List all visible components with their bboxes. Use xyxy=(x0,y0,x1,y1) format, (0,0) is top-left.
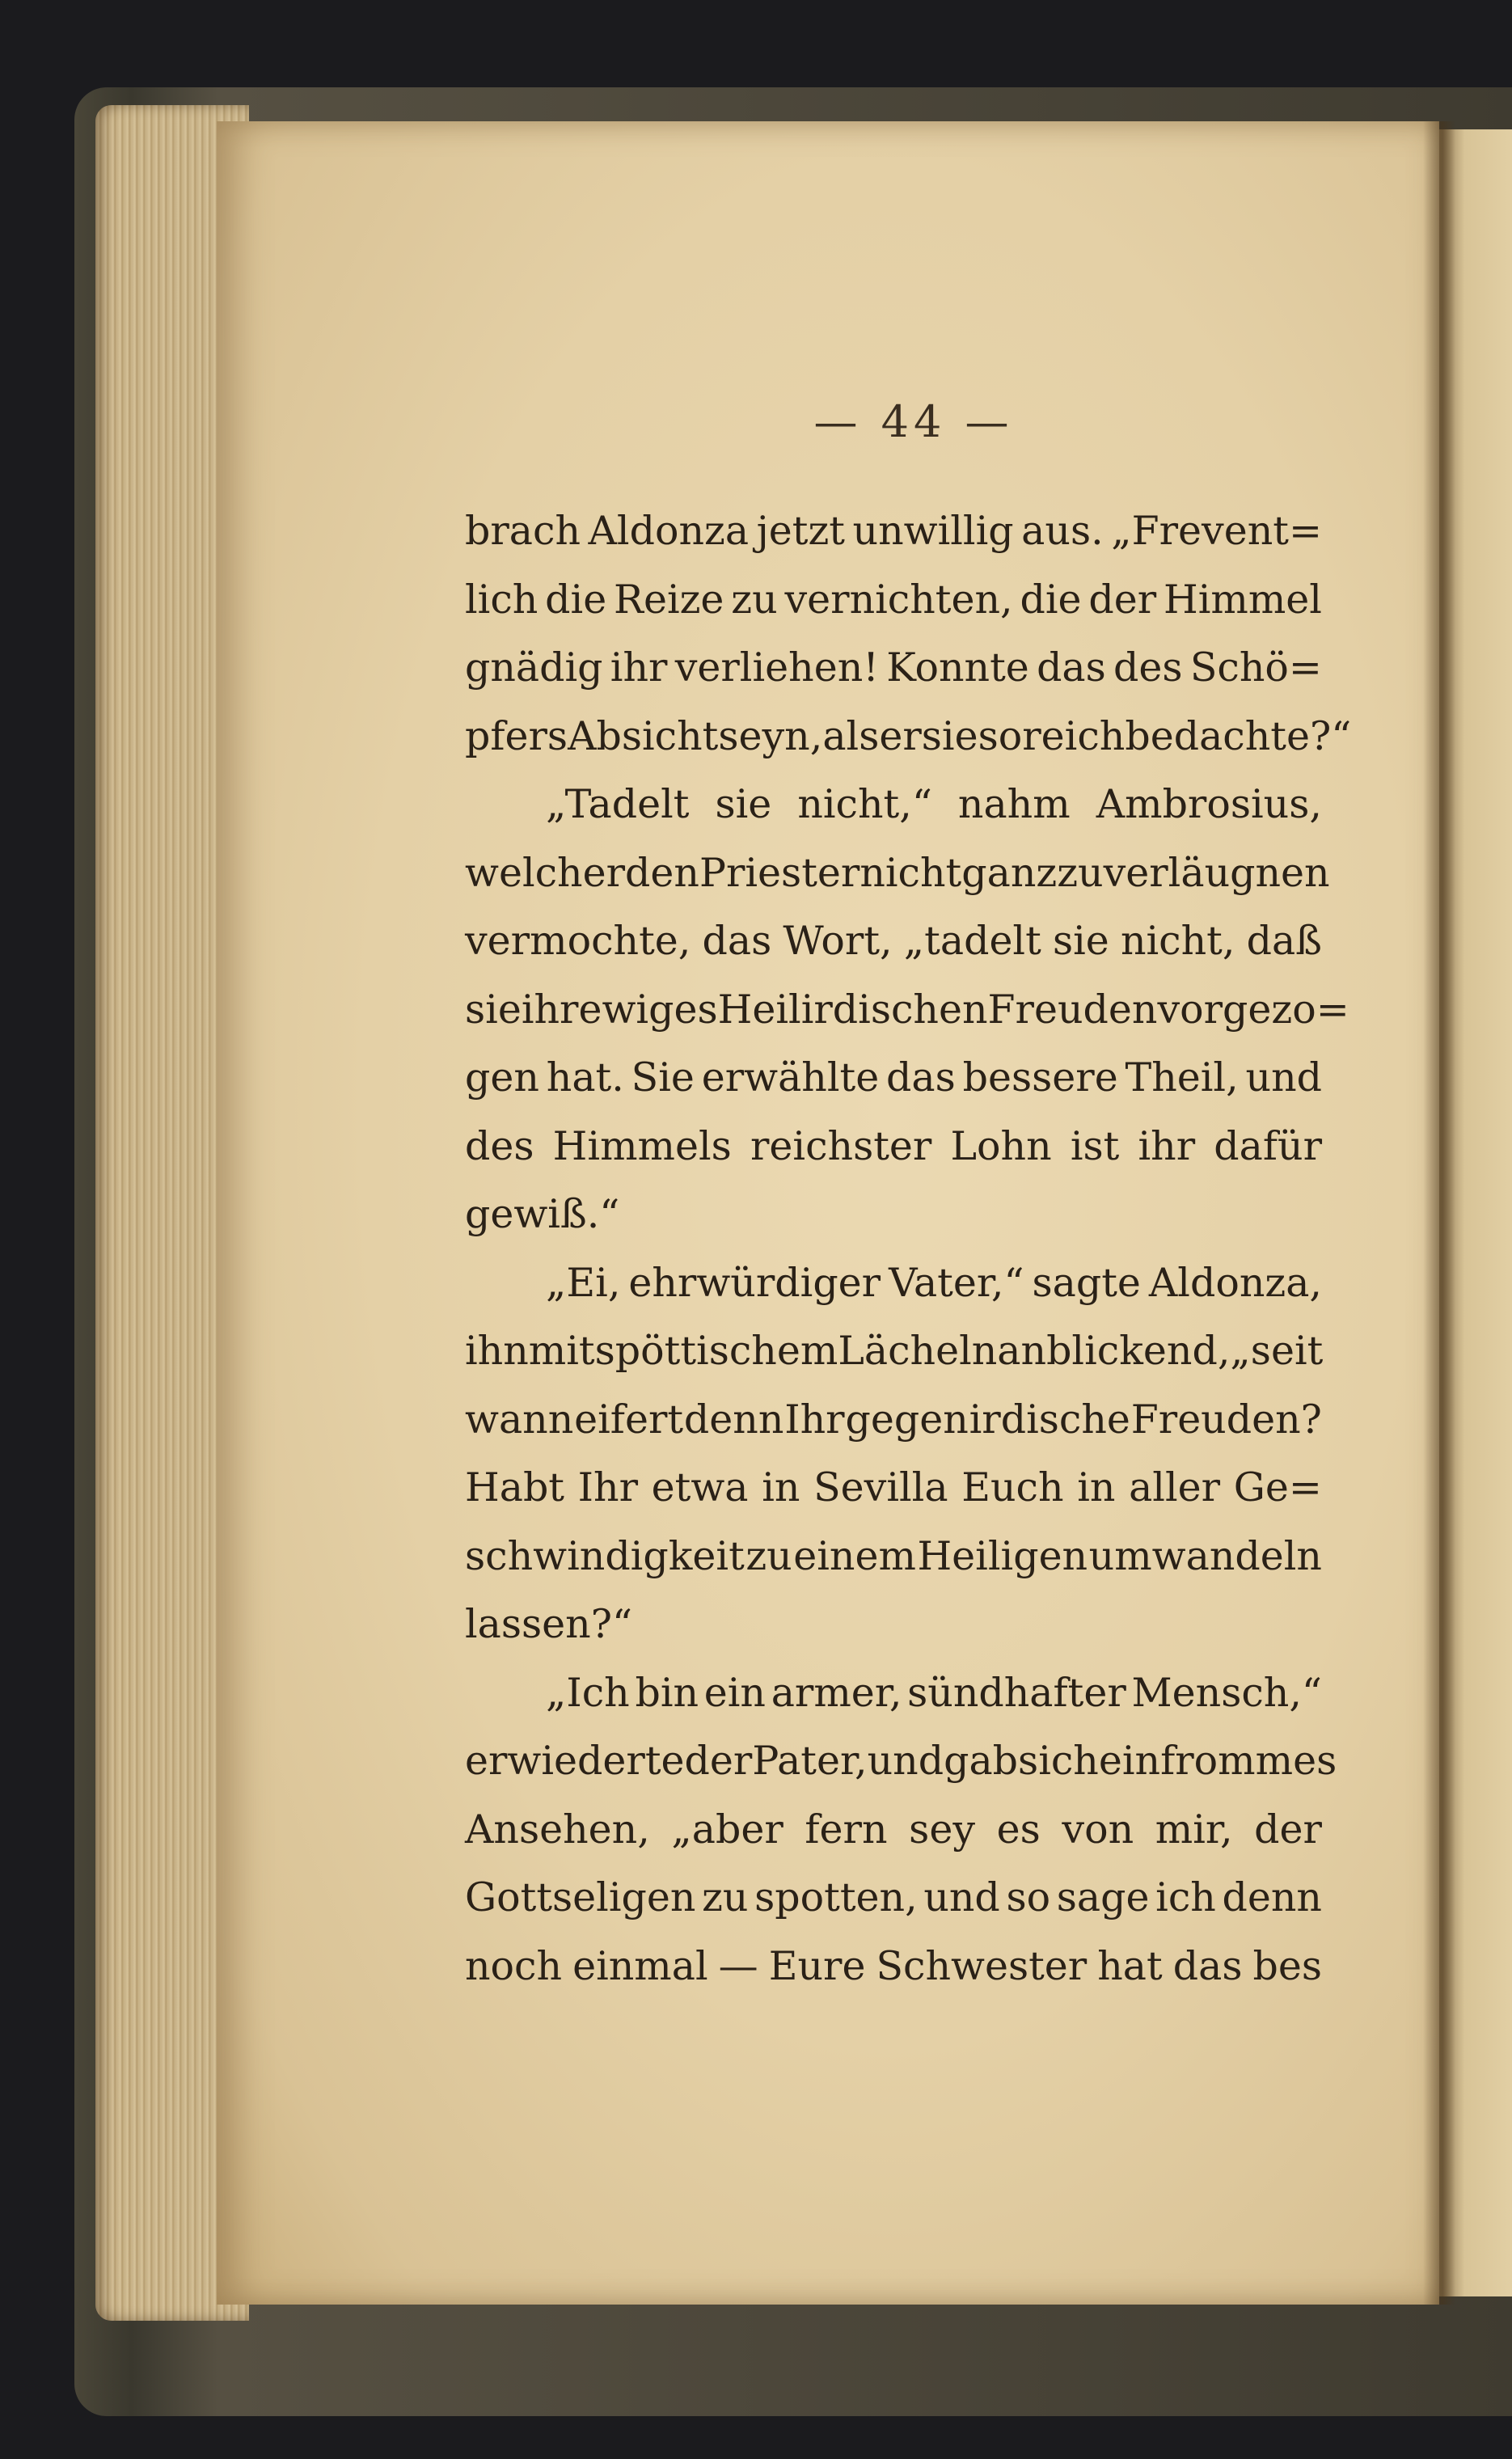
text-word: als xyxy=(822,712,880,759)
text-line xyxy=(465,703,1352,771)
text-word: — xyxy=(718,1942,758,1989)
text-word: sie xyxy=(921,712,978,759)
text-word: ganz xyxy=(961,849,1058,896)
text-word: wann xyxy=(465,1396,574,1443)
text-word: Heiligen xyxy=(917,1532,1088,1579)
text-word: zu xyxy=(702,1874,749,1920)
text-word: sey xyxy=(909,1806,975,1853)
text-word: denn xyxy=(1222,1874,1322,1920)
text-word: aus. xyxy=(1021,508,1104,554)
text-word: „Frevent= xyxy=(1111,508,1322,554)
text-word: daß xyxy=(1246,918,1322,964)
text-word: spotten, xyxy=(754,1874,918,1920)
text-word: das xyxy=(886,1054,956,1101)
text-word: nahm xyxy=(957,781,1071,827)
text-word: der xyxy=(1254,1806,1322,1853)
text-word: irdischen xyxy=(800,986,988,1033)
text-word: Freuden? xyxy=(1130,1396,1322,1443)
text-word: sie xyxy=(1052,918,1109,964)
text-line xyxy=(465,907,1322,975)
text-word: „tadelt xyxy=(903,918,1041,964)
text-word: Schö= xyxy=(1189,644,1322,691)
text-word: des xyxy=(465,1122,534,1169)
text-word: irdische xyxy=(969,1396,1130,1443)
text-word: nicht,“ xyxy=(797,781,932,827)
text-word: bedachte?“ xyxy=(1125,712,1352,759)
text-word: umwandeln xyxy=(1088,1532,1322,1579)
text-word: gewiß.“ xyxy=(465,1191,620,1237)
text-word: hat. xyxy=(546,1054,624,1101)
text-word: unwillig xyxy=(852,508,1014,554)
text-word: sage xyxy=(1056,1874,1150,1920)
text-word: vernichten, xyxy=(784,576,1013,623)
text-word: das xyxy=(1037,644,1106,691)
text-line xyxy=(465,1317,1322,1385)
text-line xyxy=(465,634,1322,702)
text-line xyxy=(465,1659,1322,1727)
text-word: das xyxy=(702,918,772,964)
text-word: Konnte xyxy=(886,644,1029,691)
text-word: zu xyxy=(745,1532,792,1579)
text-word: ihr xyxy=(521,986,579,1033)
page-number: — 44 — xyxy=(813,396,1014,447)
text-word: Eure xyxy=(768,1942,866,1989)
text-word: welcher xyxy=(465,849,626,896)
text-line xyxy=(465,566,1322,634)
text-word: das xyxy=(1172,1942,1243,1989)
text-word: „seit xyxy=(1230,1328,1324,1374)
text-word: ihr xyxy=(1138,1122,1196,1169)
text-word: sich xyxy=(1018,1738,1099,1784)
text-word: bes xyxy=(1252,1942,1322,1989)
text-word: anblickend, xyxy=(997,1328,1231,1374)
text-word: Lohn xyxy=(950,1122,1052,1169)
text-word: Ihr xyxy=(784,1396,845,1443)
text-word: den xyxy=(625,849,699,896)
book-gutter xyxy=(1423,121,1455,2305)
text-word: er xyxy=(879,712,922,759)
text-word: bessere xyxy=(962,1054,1118,1101)
text-word: armer, xyxy=(771,1669,902,1716)
text-word: etwa xyxy=(651,1464,749,1510)
text-word: nicht, xyxy=(1120,918,1235,964)
text-line xyxy=(465,1181,1322,1249)
text-word: Ambrosius, xyxy=(1096,781,1322,827)
text-word: der xyxy=(1088,576,1157,623)
text-word: bin xyxy=(635,1669,699,1716)
text-word: des xyxy=(1113,644,1183,691)
text-line xyxy=(465,1727,1337,1795)
text-word: „Ich xyxy=(546,1669,630,1716)
text-line xyxy=(465,1386,1322,1454)
text-word: und xyxy=(923,1874,1000,1920)
text-word: und xyxy=(867,1738,944,1784)
text-word: hat xyxy=(1097,1942,1163,1989)
text-word: spöttischem xyxy=(594,1328,838,1374)
text-word: der xyxy=(684,1738,753,1784)
text-word: Himmel xyxy=(1163,576,1322,623)
text-word: erwiederte xyxy=(465,1738,685,1784)
text-word: gab xyxy=(944,1738,1019,1784)
text-word: so xyxy=(978,712,1023,759)
text-line xyxy=(465,771,1322,839)
text-word: verliehen! xyxy=(674,644,879,691)
text-word: Himmels xyxy=(552,1122,732,1169)
text-line xyxy=(465,976,1349,1044)
text-word: seyn, xyxy=(718,712,823,759)
text-word: so xyxy=(1006,1874,1051,1920)
text-word: Gottseligen xyxy=(465,1874,696,1920)
text-word: sie xyxy=(465,986,522,1033)
text-word: Mensch,“ xyxy=(1131,1669,1322,1716)
text-word: sagte xyxy=(1032,1259,1141,1306)
text-word: „Ei, xyxy=(546,1259,621,1306)
text-word: Sevilla xyxy=(813,1464,948,1510)
text-word: vorgezo= xyxy=(1157,986,1349,1033)
text-word: Habt xyxy=(465,1464,565,1510)
text-word: Sie xyxy=(631,1054,695,1101)
text-word: gnädig xyxy=(465,644,603,691)
text-word: „aber xyxy=(671,1806,783,1853)
text-word: pfers xyxy=(465,712,568,759)
text-word: noch xyxy=(465,1942,563,1989)
text-word: Priester xyxy=(699,849,860,896)
text-word: in xyxy=(1077,1464,1116,1510)
text-word: Schwester xyxy=(876,1942,1088,1989)
text-word: ehrwürdiger xyxy=(628,1259,881,1306)
text-word: jetzt xyxy=(756,508,845,554)
text-word: lich xyxy=(465,576,538,623)
text-line xyxy=(465,1044,1322,1112)
text-word: Theil, xyxy=(1125,1054,1239,1101)
text-word: sündhafter xyxy=(907,1669,1126,1716)
text-line xyxy=(465,1591,1322,1658)
text-word: einmal xyxy=(572,1942,708,1989)
text-line xyxy=(465,1523,1322,1591)
text-word: ein xyxy=(703,1669,766,1716)
text-word: fern xyxy=(805,1806,888,1853)
text-word: Ansehen, xyxy=(465,1806,650,1853)
text-word: vermochte, xyxy=(465,918,691,964)
text-line xyxy=(465,1796,1322,1864)
text-word: gen xyxy=(465,1054,539,1101)
text-word: die xyxy=(545,576,607,623)
text-word: Ge= xyxy=(1233,1464,1322,1510)
text-word: Wort, xyxy=(783,918,893,964)
text-word: Absicht xyxy=(568,712,719,759)
text-word: und xyxy=(1245,1054,1322,1101)
text-word: reichster xyxy=(750,1122,932,1169)
text-word: die xyxy=(1020,576,1082,623)
text-word: ist xyxy=(1070,1122,1120,1169)
text-line xyxy=(465,1454,1322,1522)
text-word: reich xyxy=(1022,712,1126,759)
text-word: Vater,“ xyxy=(889,1259,1024,1306)
text-word: Aldonza, xyxy=(1148,1259,1322,1306)
text-word: mit xyxy=(528,1328,595,1374)
text-word: erwählte xyxy=(701,1054,880,1101)
text-word: einem xyxy=(793,1532,916,1579)
text-word: lassen?“ xyxy=(465,1601,633,1647)
text-line xyxy=(465,839,1330,907)
text-word: ich xyxy=(1155,1874,1216,1920)
text-word: dafür xyxy=(1214,1122,1322,1169)
text-word: zu xyxy=(1057,849,1104,896)
text-word: Heil xyxy=(717,986,801,1033)
text-word: mir, xyxy=(1155,1806,1233,1853)
text-line xyxy=(465,1249,1322,1317)
text-word: verläugnen xyxy=(1103,849,1330,896)
text-word: ihr xyxy=(610,644,668,691)
text-word: aller xyxy=(1129,1464,1221,1510)
text-line xyxy=(465,1864,1322,1932)
text-word: ein xyxy=(1098,1738,1161,1784)
text-word: denn xyxy=(683,1396,784,1443)
text-word: ihn xyxy=(465,1328,529,1374)
text-word: Euch xyxy=(961,1464,1064,1510)
text-word: gegen xyxy=(845,1396,969,1443)
text-word: Freuden xyxy=(987,986,1158,1033)
text-word: Aldonza xyxy=(588,508,750,554)
text-word: Ihr xyxy=(577,1464,639,1510)
text-word: von xyxy=(1062,1806,1134,1853)
text-word: Lächeln xyxy=(838,1328,998,1374)
text-word: brach xyxy=(465,508,581,554)
text-word: Pater, xyxy=(752,1738,868,1784)
text-word: ewiges xyxy=(578,986,718,1033)
text-line xyxy=(465,1933,1322,2001)
text-word: in xyxy=(762,1464,800,1510)
text-line xyxy=(465,497,1322,565)
text-word: zu xyxy=(731,576,778,623)
text-line xyxy=(465,1113,1322,1181)
text-word: „Tadelt xyxy=(546,781,690,827)
text-word: sie xyxy=(715,781,772,827)
text-word: Reize xyxy=(614,576,724,623)
text-word: schwindigkeit xyxy=(465,1532,745,1579)
text-word: eifert xyxy=(574,1396,684,1443)
text-word: es xyxy=(996,1806,1041,1853)
text-word: frommes xyxy=(1160,1738,1337,1784)
text-word: nicht xyxy=(859,849,962,896)
